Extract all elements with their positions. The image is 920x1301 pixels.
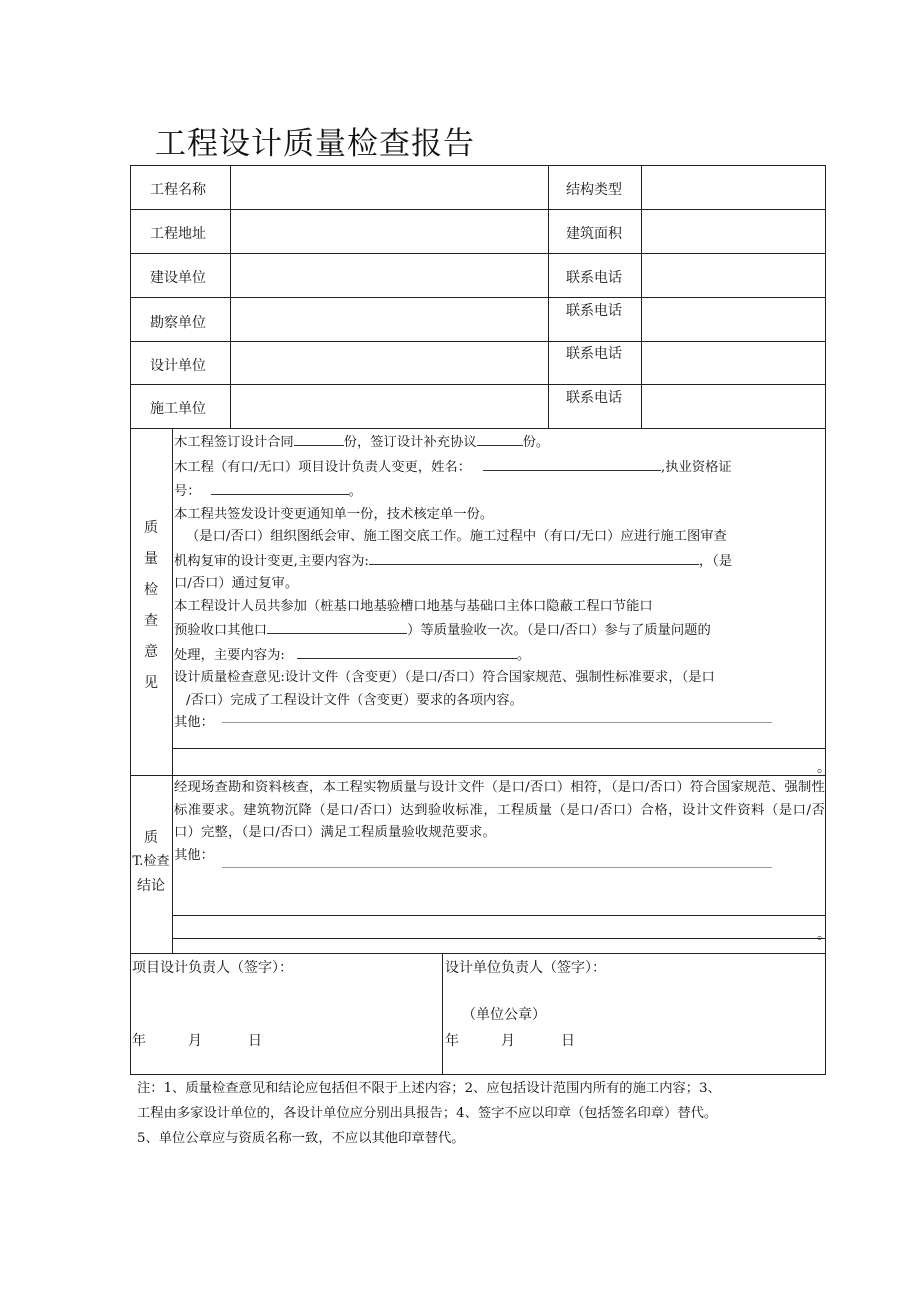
page-title: 工程设计质量检查报告: [155, 126, 475, 162]
conclusion-other-line: [222, 867, 772, 868]
conclusion-text: 经现场查勘和资料核查，本工程实物质量与设计文件（是口/否口）相符，（是口/否口）符合国家规范、强制性标准要求。建筑物沉降（是口/否口）达到验收标准，工程质量（是口/否口）合格，设计文件资料（是口/否口）完整，（是口/否口）满足工程质量验收规范要求。 其他：: [174, 777, 825, 867]
conclusion-other-label: 其他：: [174, 847, 214, 863]
construction-unit-label: 建设单位: [150, 270, 206, 286]
phone-label-1: 联系电话: [566, 270, 622, 286]
right-day-label: 日: [561, 1033, 575, 1049]
footnotes: [137, 1076, 827, 1151]
unit-seal-label: （单位公章）: [462, 1007, 546, 1023]
design-unit-label: 设计单位: [150, 358, 206, 374]
project-name-label: 工程名称: [150, 182, 206, 198]
structure-type-label: 结构类型: [566, 182, 622, 198]
phone-label-3: 联系电话: [566, 346, 622, 362]
left-day-label: 日: [248, 1033, 262, 1049]
right-month-label: 月: [501, 1033, 515, 1049]
note-line: 注：1、质量检查意见和结论应包括但不限于上述内容；2、应包括设计范围内所有的施工内容；3、: [137, 1081, 721, 1096]
note-line: 工程由多家设计单位的，各设计单位应分别出具报告；4、签字不应以印章（包括签名印章）替代。: [137, 1106, 718, 1121]
opinion-side-label: 质 量 检 查 意 见: [144, 520, 158, 691]
opinion-text: 木工程签订设计合同 份，签订设计补充协议 份。 木工程（有口/无口）项目设计负责人变更，姓名： ,执业资格证 号： 。 本工程共签发设计变更通知单一份，技术核定单一份。 （是口/否口）组织图纸会审、施工图交底工作。施工过程中（有口/无口）应进行施工图审查 机构复审的设计变更,主要内容为: ，（是 口/否口）通过复审。 本工程设计人员共参加（桩基口地基验槽口地基与基础口主体口隐蔽工程口节能口 预验收口其他口 ）等质量验收一次。（是口/否口）参与了质量问题的 处理，主要内容为: 。 设计质量检查意见:设计文件（含变更）（是口/否口）符合国家规范、强制性标准要求，（是口 /否口）完成了工程设计文件（含变更）要求的各项内容。 其他：: [174, 430, 825, 735]
conclusion-end-mark: 。: [817, 927, 831, 943]
building-area-label: 建筑面积: [566, 226, 622, 242]
project-leader-signature-label: 项目设计负责人（签字）：: [132, 960, 293, 976]
opinion-other-line: [222, 722, 772, 723]
left-year-label: 年: [132, 1033, 146, 1049]
builder-unit-label: 施工单位: [150, 401, 206, 417]
unit-leader-signature-label: 设计单位负责人（签字）：: [445, 960, 606, 976]
project-address-label: 工程地址: [150, 226, 206, 242]
opinion-end-mark: 。: [817, 760, 831, 776]
conclusion-side-label: 质 T.检查 结论: [132, 830, 170, 894]
right-year-label: 年: [445, 1033, 459, 1049]
survey-unit-label: 勘察单位: [150, 315, 206, 331]
left-month-label: 月: [188, 1033, 202, 1049]
note-line: 5、单位公章应与资质名称一致，不应以其他印章替代。: [137, 1131, 465, 1146]
opinion-other-label: 其他：: [174, 715, 214, 730]
phone-label-2: 联系电话: [566, 303, 622, 319]
phone-label-4: 联系电话: [566, 390, 622, 406]
